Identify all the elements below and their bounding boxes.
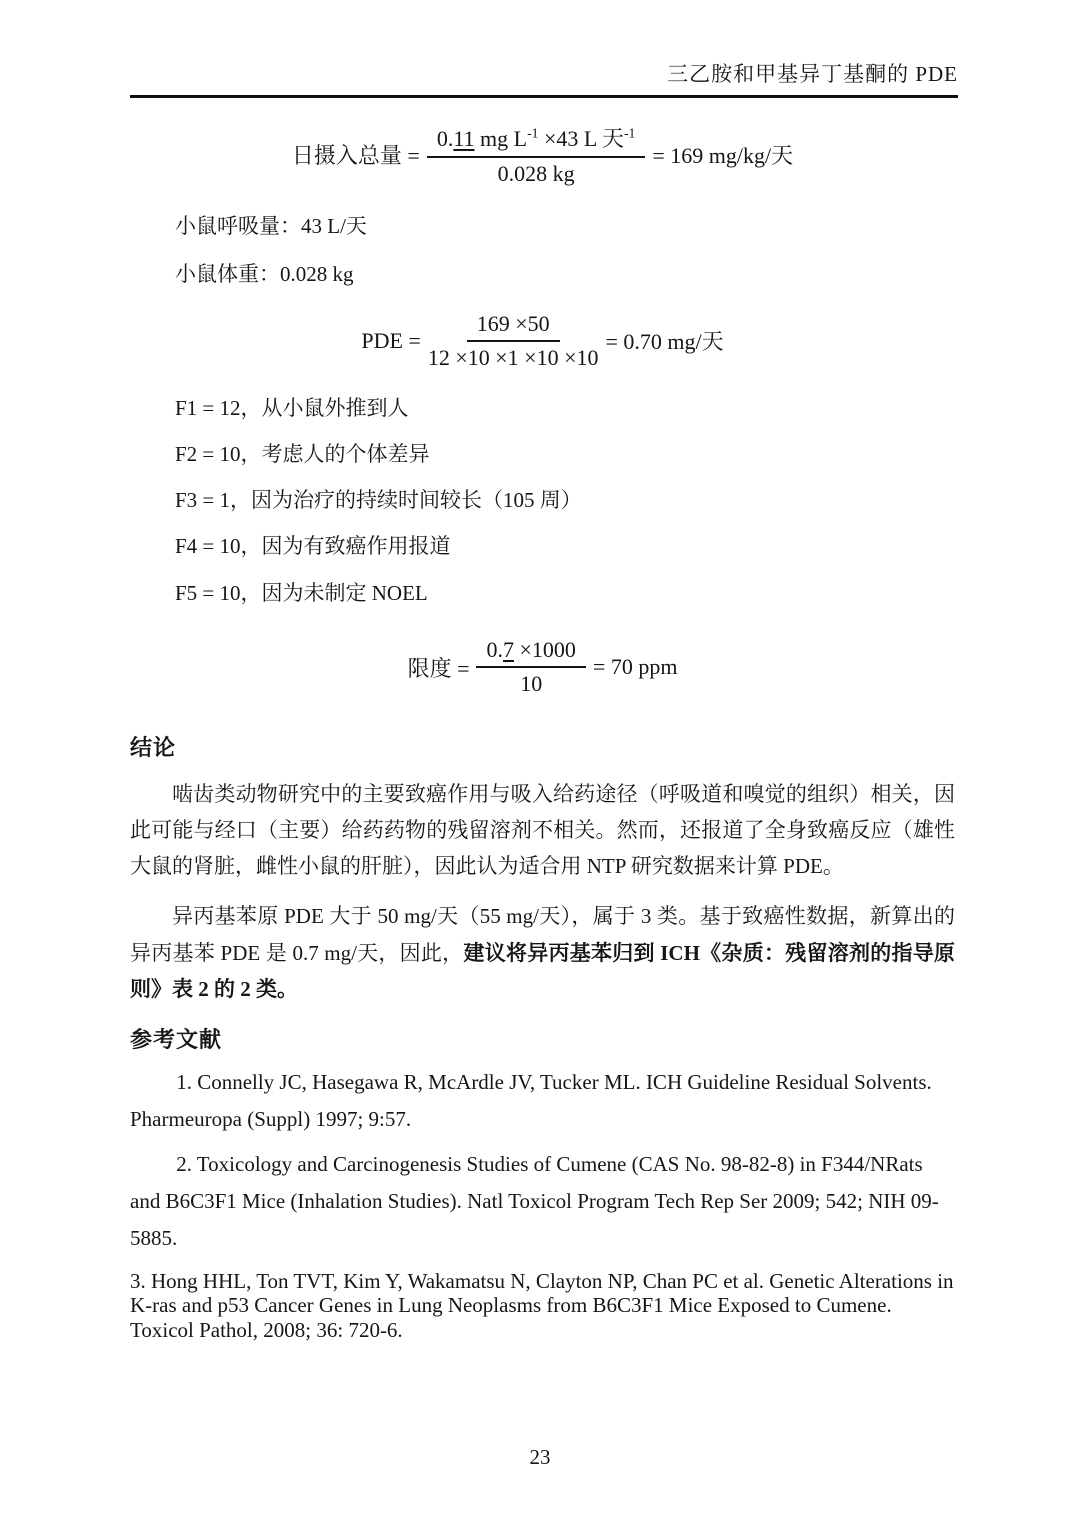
superscript-exponent: -1	[623, 125, 636, 141]
limit-formula	[130, 637, 955, 697]
text-segment: mg L	[474, 126, 528, 151]
formula-rhs: = 0.70 mg/天	[605, 329, 724, 355]
text-segment: 异丙基苯原 PDE 大于 50 mg/天（55 mg/天），属于 3 类。基于致癌性数据，新算出的异丙基苯 PDE 是 0.7 mg/天，因此，	[130, 904, 955, 965]
formula-rhs: = 70 ppm	[592, 654, 678, 680]
mouse-respiration-line: 小鼠呼吸量：43 L/天	[175, 214, 367, 238]
factor-f5-line: F5 = 10，因为未制定 NOEL	[175, 580, 428, 605]
text-segment: ×1000	[513, 637, 576, 663]
reference-item-1: 1. Connelly JC, Hasegawa R, McArdle JV, Tucker ML. ICH Guideline Residual Solvents. Pharmeuropa (Suppl) 1997; 9:57.	[130, 1069, 932, 1131]
fraction	[476, 637, 585, 697]
formula-lhs: 日摄入总量 =	[291, 143, 420, 168]
fraction	[428, 311, 599, 371]
formula-rhs: = 169 mg/kg/天	[652, 143, 794, 168]
conclusion-heading: 结论	[130, 735, 177, 761]
text-segment: ×43 L 天	[538, 126, 624, 151]
conclusion-paragraph-1: 啮齿类动物研究中的主要致癌作用与吸入给药途径（呼吸道和嗅觉的组织）相关，因此可能与经口（主要）给药药物的残留溶剂不相关。然而，还报道了全身致癌反应（雄性大鼠的肾脏，雌性小鼠的肝脏），因此认为适合用 NTP 研究数据来计算 PDE。	[130, 782, 955, 879]
mouse-weight-line: 小鼠体重：0.028 kg	[175, 262, 354, 287]
fraction-denominator: 0.028 kg	[497, 161, 575, 186]
fraction-numerator	[427, 122, 646, 158]
page-footer	[0, 1445, 1080, 1470]
fraction	[427, 122, 646, 187]
formula-lhs: 限度 =	[407, 655, 470, 681]
pde-formula	[130, 311, 955, 371]
page-content	[0, 122, 1080, 1343]
formula-lhs: PDE =	[361, 327, 421, 353]
fraction-denominator: 10	[520, 671, 543, 697]
factor-f2-line: F2 = 10，考虑人的个体差异	[175, 441, 430, 466]
factor-f4-line: F4 = 10，因为有致癌作用报道	[175, 534, 451, 559]
bold-recommendation-text: 建议将异丙基苯归到 ICH《杂质：残留溶剂的指导原则》表 2 的 2 类。	[130, 940, 955, 1001]
reference-item-3: 3. Hong HHL, Ton TVT, Kim Y, Wakamatsu N, Clayton NP, Chan PC et al. Genetic Alterations in K-ras and p53 Cancer Genes in Lung Neoplasms from B6C3F1 Mice Exposed to Cumene. Toxicol Pathol, 2008; 36: 720-6.	[130, 1268, 954, 1343]
factor-f3-line: F3 = 1，因为治疗的持续时间较长（105 周）	[175, 488, 582, 513]
page-header	[130, 0, 958, 98]
factor-f1-line: F1 = 12，从小鼠外推到人	[175, 395, 409, 420]
fraction-numerator	[476, 637, 585, 668]
underlined-value: 11	[453, 126, 475, 151]
running-head-title: 三乙胺和甲基异丁基酮的 PDE	[667, 62, 958, 86]
text-segment: 0.	[486, 637, 503, 663]
references-heading: 参考文献	[130, 1026, 223, 1052]
page-number: 23	[529, 1445, 551, 1469]
fraction-denominator: 12 ×10 ×1 ×10 ×10	[427, 344, 599, 370]
superscript-exponent: -1	[527, 125, 539, 141]
reference-item-2: 2. Toxicology and Carcinogenesis Studies of Cumene (CAS No. 98-82-8) in F344/NRats and B6C3F1 Mice (Inhalation Studies). Natl Toxicol Program Tech Rep Ser 2009; 542; NIH 09-5885.	[130, 1151, 939, 1250]
fraction-numerator: 169 ×50	[467, 311, 560, 342]
conclusion-paragraph-2	[130, 898, 955, 1006]
daily-intake-formula	[130, 122, 955, 187]
text-segment: 0.	[436, 126, 454, 151]
underlined-value: 7	[502, 637, 514, 663]
